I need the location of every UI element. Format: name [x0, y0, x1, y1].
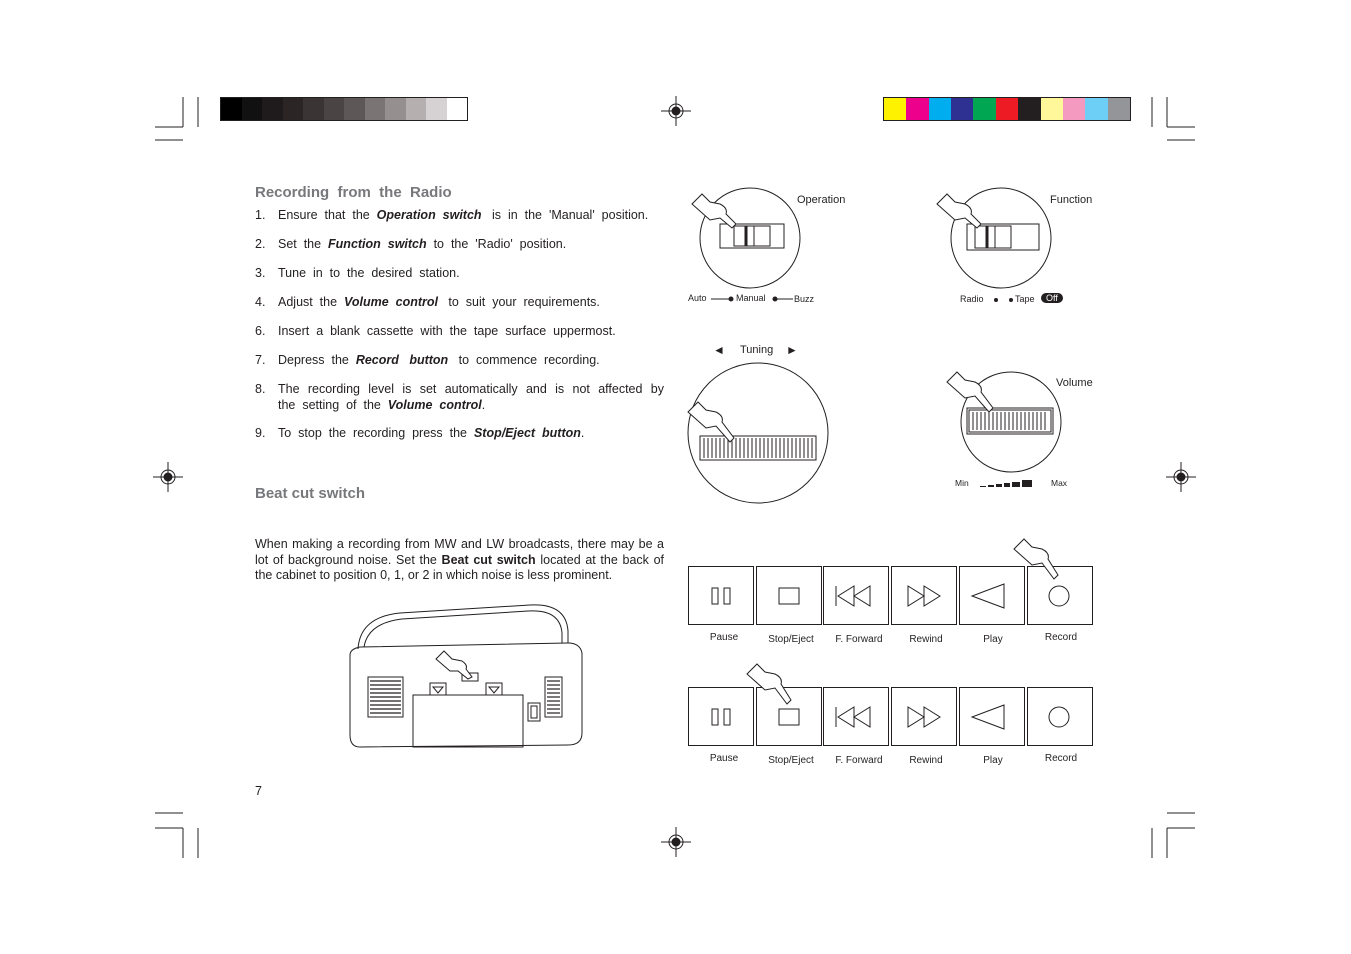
tuning-title: Tuning — [740, 344, 774, 356]
record-button[interactable] — [1027, 687, 1093, 746]
tuning-left-arrow-icon: ◄ — [713, 343, 725, 357]
play-button[interactable] — [959, 687, 1025, 746]
operation-auto-label: Auto — [688, 293, 707, 303]
btn-label-fforward: F. Forward — [835, 755, 883, 766]
double-right-triangle-icon — [892, 688, 956, 745]
pause-button[interactable] — [688, 566, 754, 625]
pointing-hand-icon — [947, 372, 993, 412]
volume-title: Volume — [1056, 377, 1093, 389]
pointing-hand-icon — [1012, 535, 1062, 585]
tuning-dial-diagram — [686, 362, 831, 507]
volume-min-label: Min — [955, 478, 969, 488]
function-tape-label: Tape — [1015, 294, 1035, 304]
operation-manual-label: Manual — [736, 293, 766, 303]
record-circle-icon — [1028, 688, 1092, 745]
rewind-button[interactable] — [891, 687, 957, 746]
btn-label-rewind: Rewind — [909, 634, 943, 645]
pointing-hand-icon — [937, 194, 981, 228]
fast-forward-button[interactable] — [823, 687, 889, 746]
operation-title: Operation — [797, 194, 846, 206]
btn-label-record: Record — [1044, 632, 1078, 643]
function-title: Function — [1050, 194, 1093, 206]
double-right-triangle-icon — [892, 567, 956, 624]
double-left-triangle-icon — [824, 688, 888, 745]
pointing-hand-icon — [692, 194, 736, 228]
btn-label-play: Play — [983, 634, 1003, 645]
recording-heading: Recording from the Radio — [255, 184, 452, 201]
function-radio-label: Radio — [960, 294, 984, 304]
registration-target — [1166, 462, 1196, 492]
registration-target — [153, 462, 183, 492]
btn-label-fforward: F. Forward — [835, 634, 883, 645]
volume-dial-diagram — [945, 370, 1065, 480]
btn-label-stop-eject: Stop/Eject — [768, 755, 814, 766]
function-switch-diagram — [935, 186, 1055, 296]
btn-label-pause: Pause — [709, 753, 739, 764]
pointing-hand-icon — [745, 660, 795, 710]
beat-cut-paragraph: When making a recording from MW and LW broadcasts, there may be a lot of background noise. Set the Beat cut switch located at the back of the cabinet to position 0, 1, or 2 in which noise is less prominent. — [255, 537, 664, 582]
fast-forward-button[interactable] — [823, 566, 889, 625]
btn-label-record: Record — [1044, 753, 1078, 764]
operation-buzz-label: Buzz — [794, 294, 815, 304]
pause-icon — [689, 567, 753, 624]
volume-max-label: Max — [1051, 478, 1068, 488]
rewind-button[interactable] — [891, 566, 957, 625]
page-number: 7 — [255, 784, 262, 798]
btn-label-pause: Pause — [709, 632, 739, 643]
btn-label-rewind: Rewind — [909, 755, 943, 766]
radio-back-illustration — [340, 603, 590, 753]
stop-eject-button[interactable] — [756, 566, 822, 625]
function-off-badge: Off — [1041, 293, 1063, 303]
beat-cut-heading: Beat cut switch — [255, 485, 366, 502]
registration-target — [661, 96, 691, 126]
play-triangle-icon — [960, 688, 1024, 745]
tuning-right-arrow-icon: ► — [786, 343, 798, 357]
operation-switch-diagram — [690, 186, 810, 296]
btn-label-play: Play — [983, 755, 1003, 766]
double-left-triangle-icon — [824, 567, 888, 624]
stop-icon — [757, 567, 821, 624]
registration-target — [661, 827, 691, 857]
pause-icon — [689, 688, 753, 745]
volume-level-ramp — [978, 479, 1042, 489]
btn-label-stop-eject: Stop/Eject — [768, 634, 814, 645]
